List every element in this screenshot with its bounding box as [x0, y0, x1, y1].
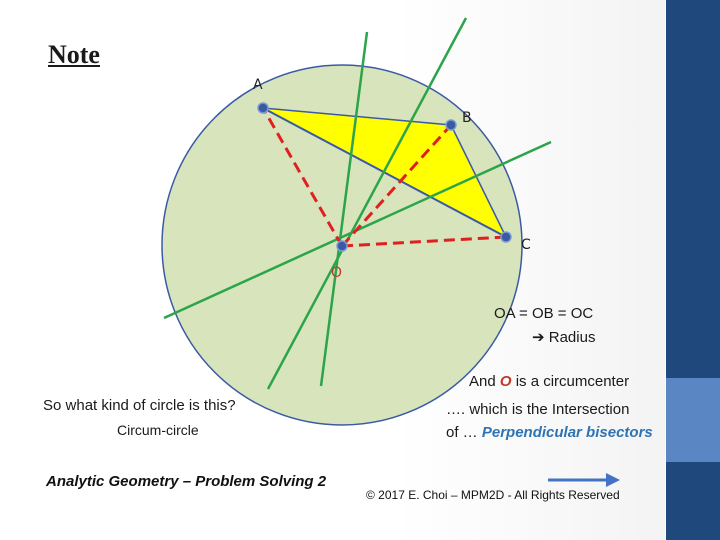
point-o-marker	[337, 241, 347, 251]
point-o-label: O	[331, 265, 343, 281]
arrow-right-icon	[548, 473, 620, 487]
circumcenter-suffix: is a circumcenter	[511, 373, 630, 390]
copyright-text: © 2017 E. Choi – MPM2D - All Rights Reserved	[366, 488, 620, 502]
point-c-label: C	[521, 237, 531, 253]
point-a-marker	[258, 103, 268, 113]
equal-radii-text: OA = OB = OC	[494, 305, 594, 322]
intersection-line-1: …. which is the Intersection	[446, 401, 630, 418]
perpendicular-bisectors-text: Perpendicular bisectors	[481, 424, 653, 441]
circumcenter-prefix: And	[469, 373, 500, 390]
point-b-label: B	[462, 110, 472, 126]
radius-text	[532, 328, 595, 346]
question-text: So what kind of circle is this?	[43, 397, 236, 414]
page-title: Note	[48, 40, 100, 69]
intersection-line-2	[446, 424, 653, 441]
radius-arrow-icon: ➔	[532, 329, 549, 346]
point-c-marker	[501, 232, 511, 242]
point-b-marker	[446, 120, 456, 130]
answer-text: Circum-circle	[117, 422, 199, 438]
point-a-label: A	[253, 77, 263, 93]
course-title: Analytic Geometry – Problem Solving 2	[46, 473, 327, 490]
circumcenter-line	[469, 373, 629, 390]
circumcenter-o: O	[499, 373, 512, 390]
intersection-prefix: of …	[446, 424, 482, 441]
radius-label: Radius	[548, 329, 596, 346]
